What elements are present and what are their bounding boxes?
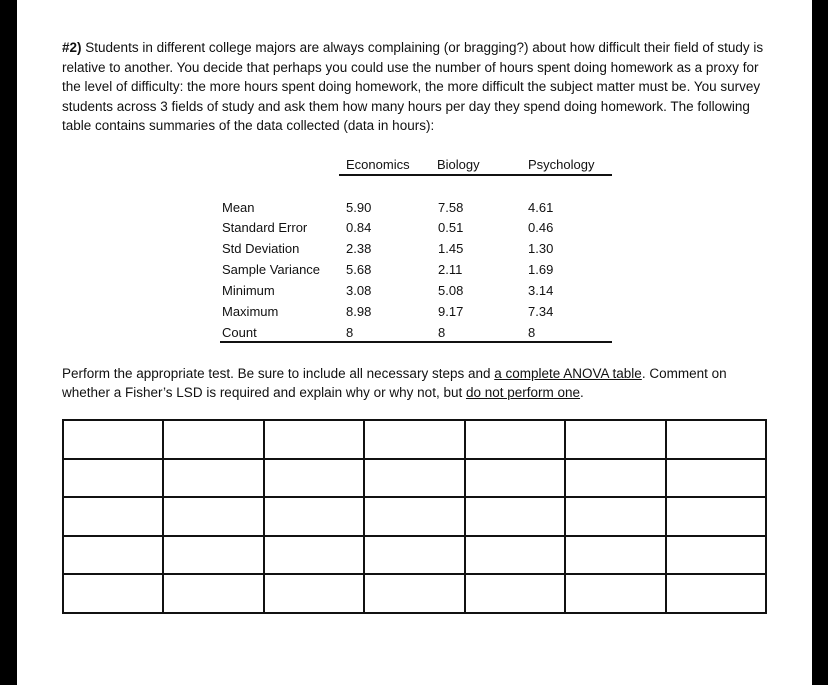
row-label-minimum: Minimum bbox=[222, 283, 275, 298]
grid-cell[interactable] bbox=[163, 459, 263, 498]
grid-cell[interactable] bbox=[666, 497, 766, 536]
grid-cell[interactable] bbox=[63, 536, 163, 575]
grid-cell[interactable] bbox=[364, 536, 464, 575]
grid-cell[interactable] bbox=[364, 574, 464, 613]
instructions-part-2: . Comment on whether a Fisher’s LSD is required and explain why or why not, but bbox=[62, 366, 727, 400]
cell-mean-economics: 5.90 bbox=[346, 200, 372, 215]
grid-cell[interactable] bbox=[465, 536, 565, 575]
table-top-rule bbox=[339, 174, 612, 176]
grid-cell[interactable] bbox=[565, 420, 665, 459]
no-lsd-emphasis: do not perform one bbox=[465, 385, 581, 400]
cell-min-psychology: 3.14 bbox=[528, 283, 554, 298]
grid-cell[interactable] bbox=[565, 497, 665, 536]
grid-row bbox=[63, 459, 766, 498]
grid-cell[interactable] bbox=[364, 459, 464, 498]
cell-min-economics: 3.08 bbox=[346, 283, 372, 298]
row-label-sample-variance: Sample Variance bbox=[222, 262, 321, 277]
question-body: Students in different college majors are always complaining (or bragging?) about how difficult their field of study is relative to another. You decide that perhaps you could use the number of hours spent doing homework as a proxy for the level of difficulty: the more hours spent doing homework, the more difficult the subject matter must be. You survey students across 3 fields of study and ask them how many hours per day they spend doing homework. The following table contains summaries of the data collected (data in hours): bbox=[62, 40, 764, 133]
grid-cell[interactable] bbox=[264, 420, 364, 459]
grid-cell[interactable] bbox=[264, 497, 364, 536]
cell-count-economics: 8 bbox=[346, 325, 354, 340]
document-page bbox=[17, 0, 812, 685]
grid-cell[interactable] bbox=[163, 536, 263, 575]
cell-sd-psychology: 1.30 bbox=[528, 241, 554, 256]
cell-max-economics: 8.98 bbox=[346, 304, 372, 319]
grid-cell[interactable] bbox=[63, 574, 163, 613]
grid-cell[interactable] bbox=[666, 574, 766, 613]
cell-var-biology: 2.11 bbox=[438, 262, 463, 277]
row-label-mean: Mean bbox=[222, 200, 255, 215]
instructions-part-1: Perform the appropriate test. Be sure to include all necessary steps and bbox=[62, 366, 495, 381]
column-header-biology: Biology bbox=[437, 157, 480, 172]
cell-var-psychology: 1.69 bbox=[528, 262, 554, 277]
grid-cell[interactable] bbox=[163, 497, 263, 536]
grid-cell[interactable] bbox=[465, 420, 565, 459]
grid-cell[interactable] bbox=[364, 497, 464, 536]
grid-row bbox=[63, 497, 766, 536]
row-label-std-deviation: Std Deviation bbox=[222, 241, 300, 256]
grid-cell[interactable] bbox=[666, 459, 766, 498]
grid-cell[interactable] bbox=[465, 574, 565, 613]
question-number: #2) bbox=[62, 40, 82, 55]
grid-row bbox=[63, 574, 766, 613]
grid-row bbox=[63, 420, 766, 459]
grid-cell[interactable] bbox=[264, 536, 364, 575]
grid-cell[interactable] bbox=[264, 459, 364, 498]
row-label-standard-error: Standard Error bbox=[222, 220, 308, 235]
cell-se-psychology: 0.46 bbox=[528, 220, 554, 235]
cell-max-psychology: 7.34 bbox=[528, 304, 554, 319]
instructions-text bbox=[62, 364, 777, 402]
row-label-maximum: Maximum bbox=[222, 304, 279, 319]
cell-count-psychology: 8 bbox=[528, 325, 536, 340]
instructions-part-3: . bbox=[580, 385, 584, 400]
cell-count-biology: 8 bbox=[438, 325, 446, 340]
column-header-economics: Economics bbox=[346, 157, 410, 172]
cell-se-biology: 0.51 bbox=[438, 220, 464, 235]
grid-cell[interactable] bbox=[666, 536, 766, 575]
grid-cell[interactable] bbox=[565, 536, 665, 575]
grid-cell[interactable] bbox=[63, 497, 163, 536]
grid-cell[interactable] bbox=[465, 497, 565, 536]
cell-min-biology: 5.08 bbox=[438, 283, 464, 298]
grid-cell[interactable] bbox=[364, 420, 464, 459]
cell-sd-biology: 1.45 bbox=[438, 241, 464, 256]
grid-cell[interactable] bbox=[264, 574, 364, 613]
row-label-count: Count bbox=[222, 325, 257, 340]
grid-cell[interactable] bbox=[163, 574, 263, 613]
cell-sd-economics: 2.38 bbox=[346, 241, 372, 256]
table-bottom-rule bbox=[220, 341, 612, 343]
cell-mean-psychology: 4.61 bbox=[528, 200, 554, 215]
grid-row bbox=[63, 536, 766, 575]
anova-answer-grid bbox=[62, 419, 767, 614]
cell-se-economics: 0.84 bbox=[346, 220, 372, 235]
cell-mean-biology: 7.58 bbox=[438, 200, 464, 215]
grid-cell[interactable] bbox=[63, 459, 163, 498]
grid-cell[interactable] bbox=[63, 420, 163, 459]
cell-var-economics: 5.68 bbox=[346, 262, 372, 277]
grid-cell[interactable] bbox=[565, 574, 665, 613]
grid-cell[interactable] bbox=[465, 459, 565, 498]
grid-cell[interactable] bbox=[666, 420, 766, 459]
cell-max-biology: 9.17 bbox=[438, 304, 464, 319]
grid-cell[interactable] bbox=[565, 459, 665, 498]
grid-cell[interactable] bbox=[163, 420, 263, 459]
summary-statistics-table bbox=[17, 0, 812, 345]
column-header-psychology: Psychology bbox=[528, 157, 595, 172]
anova-table-emphasis: a complete ANOVA table bbox=[494, 366, 642, 381]
